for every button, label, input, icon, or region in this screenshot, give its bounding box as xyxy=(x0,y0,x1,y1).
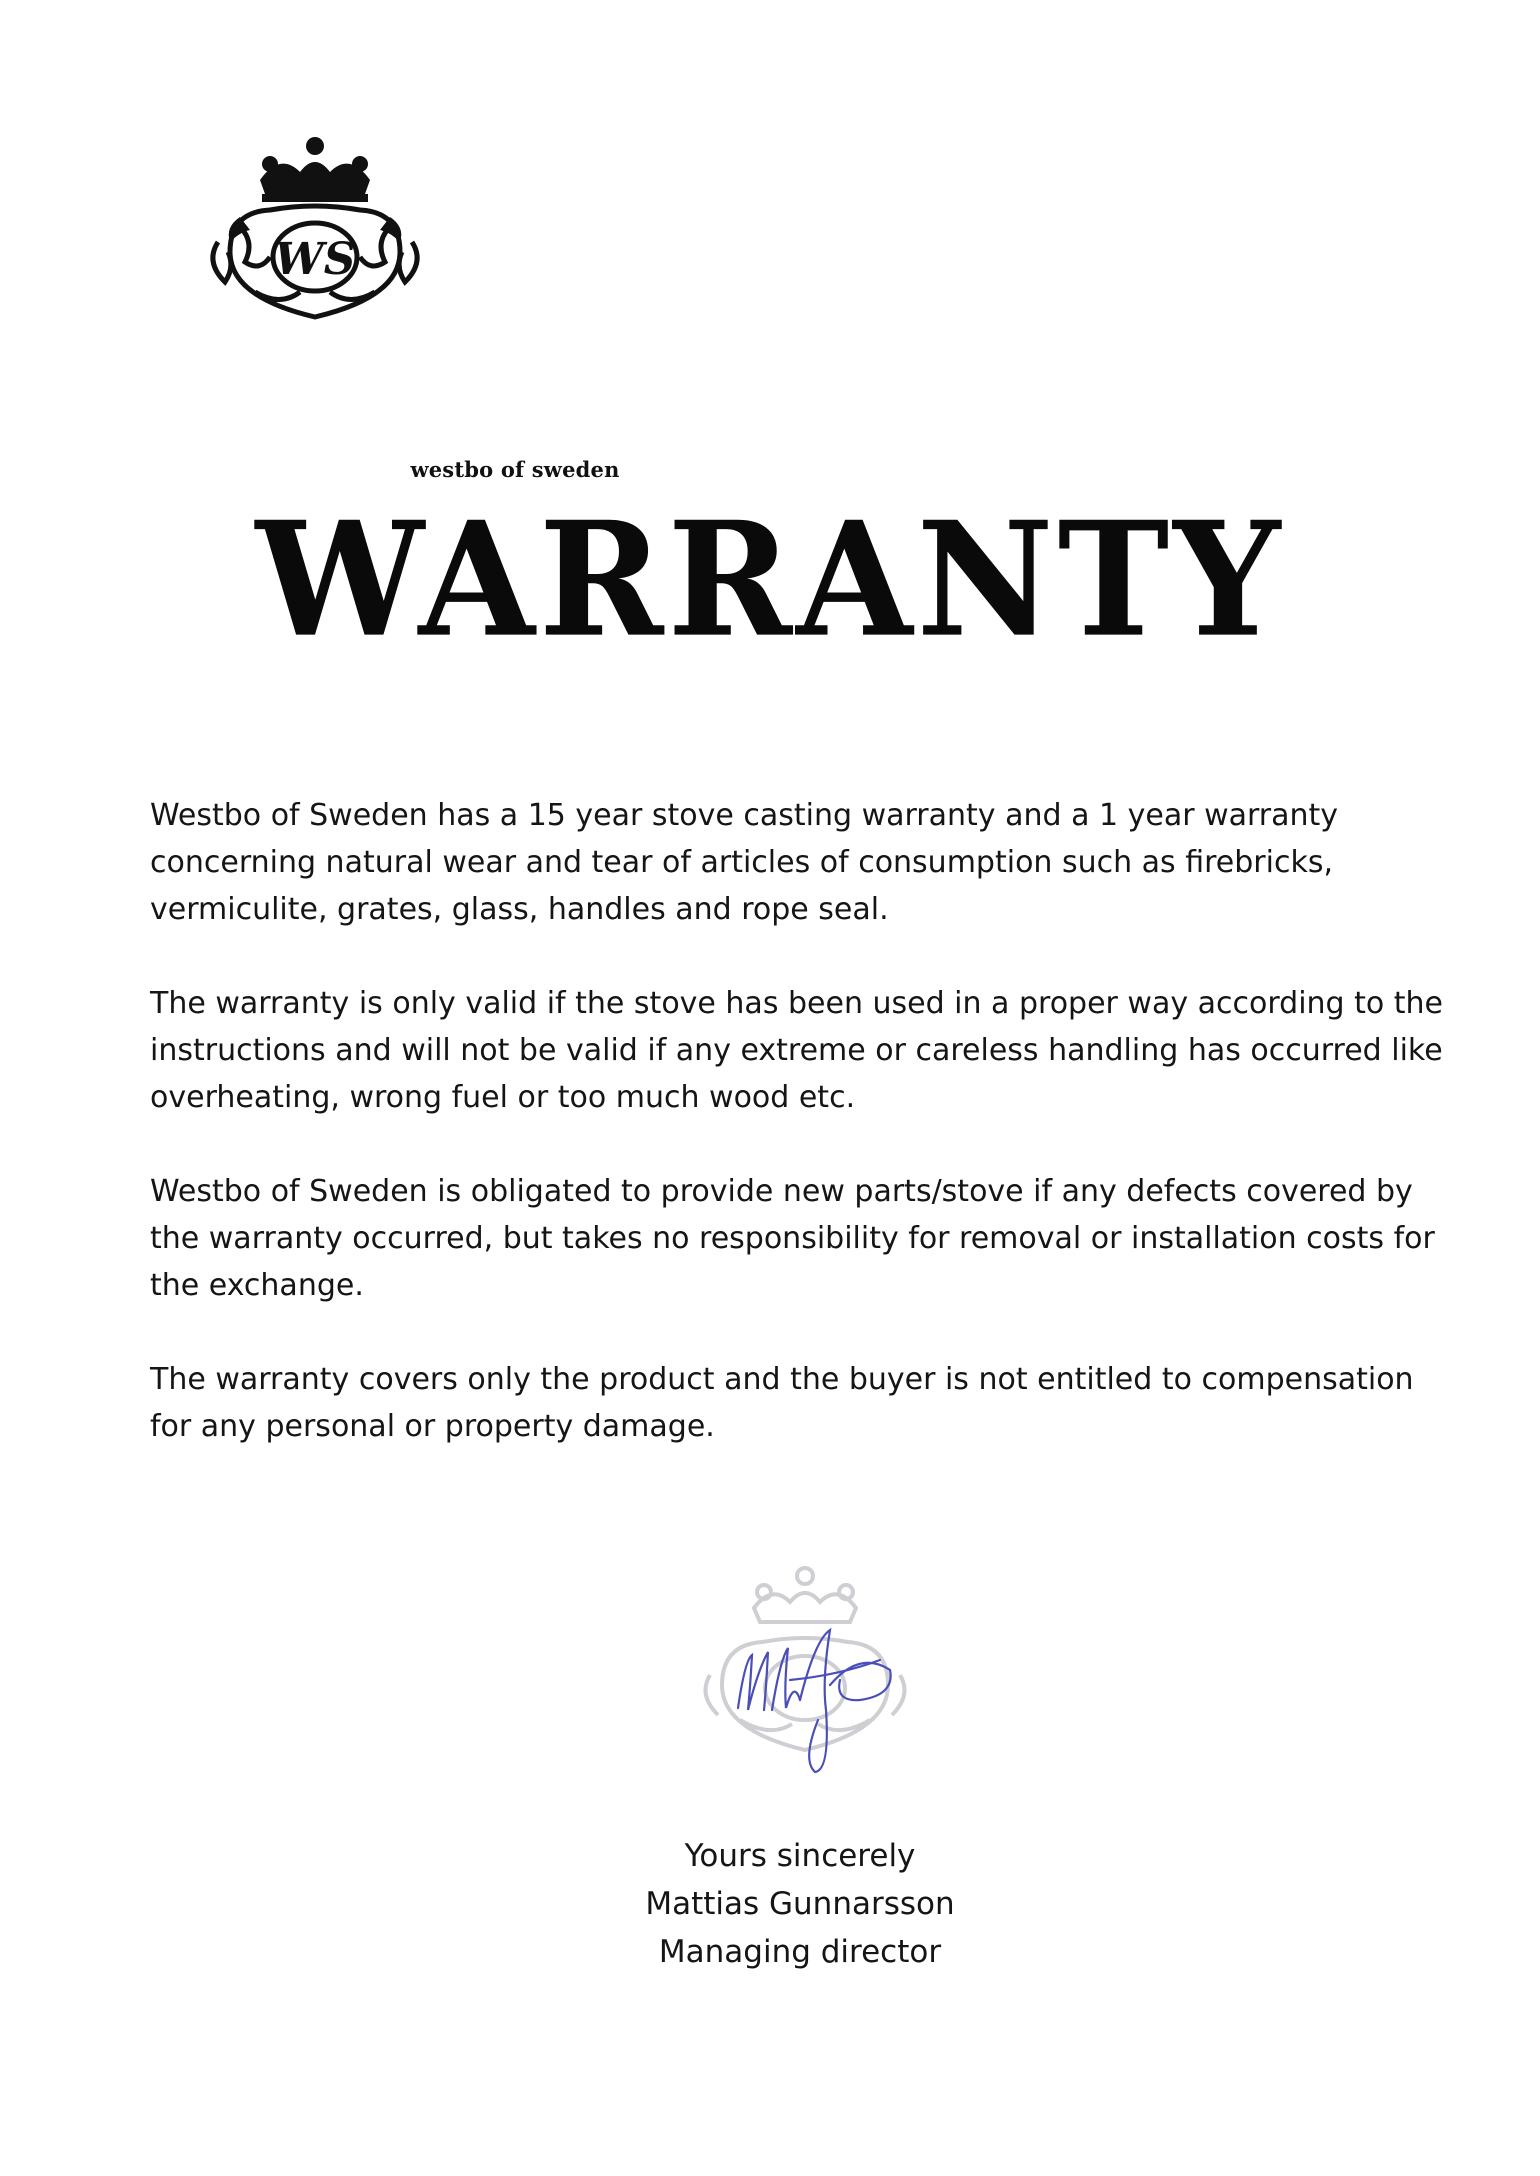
signature-seal-icon xyxy=(690,1560,920,1780)
paragraph-4: The warranty covers only the product and the buyer is not entitled to compensation for any personal or property damage. xyxy=(150,1362,1414,1444)
crown-crest-icon xyxy=(200,132,430,332)
monogram-letters: WS xyxy=(274,234,356,285)
paragraph-1: Westbo of Sweden has a 15 year stove casting warranty and a 1 year warranty concerning natural wear and tear of articles of consumption such as firebricks, vermiculite, grates, glass, handles and rope seal. xyxy=(150,798,1339,927)
signature-seal xyxy=(690,1560,920,1780)
paragraph-3: Westbo of Sweden is obligated to provide new parts/stove if any defects covered by the warranty occurred, but takes no responsibility for removal or installation costs for the exchange. xyxy=(150,1174,1435,1303)
closing-block xyxy=(470,1832,1130,1976)
page-title: WARRANTY xyxy=(255,487,1285,673)
paragraph-2: The warranty is only valid if the stove has been used in a proper way according to the instructions and will not be valid if any extreme or careless handling has occurred like overheating, wrong fuel or too much wood etc. xyxy=(150,986,1444,1115)
closing-name: Mattias Gunnarsson xyxy=(645,1886,955,1922)
brand-logo xyxy=(200,132,620,482)
logo-caption: westbo of sweden xyxy=(410,457,620,482)
warranty-body xyxy=(150,792,1450,1497)
closing-salutation: Yours sincerely xyxy=(684,1838,916,1874)
closing-role: Managing director xyxy=(658,1934,942,1970)
